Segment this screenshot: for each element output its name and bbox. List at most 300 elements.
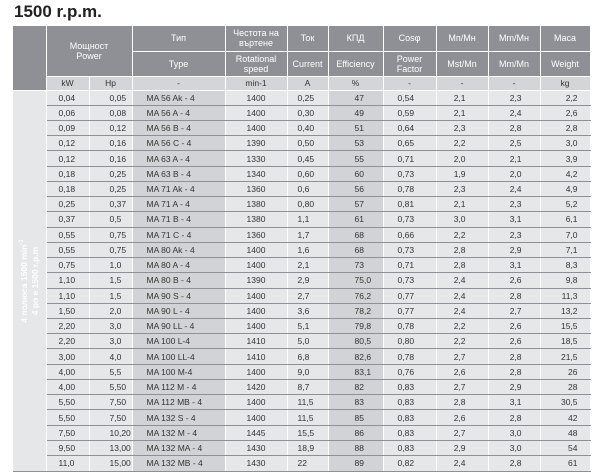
- table-cell: 2,6: [436, 364, 488, 379]
- table-cell: 1400: [225, 105, 287, 120]
- table-cell: MA 80 A - 4: [132, 258, 225, 273]
- table-cell: 30,5: [540, 395, 590, 410]
- table-cell: 3,0: [488, 440, 540, 455]
- table-cell: 13,2: [540, 303, 590, 318]
- table-row: [13, 90, 590, 105]
- table-cell: 0,37: [46, 212, 89, 227]
- table-cell: 2,6: [436, 410, 488, 425]
- table-cell: 7,50: [46, 425, 89, 440]
- table-row: [13, 151, 590, 166]
- table-row: [13, 136, 590, 151]
- table-cell: 2,2: [436, 136, 488, 151]
- table-cell: 1445: [225, 425, 287, 440]
- header-power: Мощност Power: [46, 26, 132, 76]
- table-cell: MA 56 A - 4: [132, 105, 225, 120]
- table-row: [13, 166, 590, 181]
- table-cell: 0,25: [46, 197, 89, 212]
- table-cell: 2,2: [436, 319, 488, 334]
- unit-weight: kg: [540, 76, 590, 90]
- table-cell: 0,05: [89, 90, 132, 105]
- table-cell: 1400: [225, 364, 287, 379]
- table-cell: 0,25: [89, 181, 132, 196]
- table-cell: 0,12: [46, 136, 89, 151]
- table-cell: 0,65: [383, 136, 436, 151]
- table-cell: 68: [328, 242, 383, 257]
- table-cell: 2,1: [436, 90, 488, 105]
- table-cell: 1430: [225, 440, 287, 455]
- table-cell: MA 100 L-4: [132, 334, 225, 349]
- table-cell: 8,3: [540, 258, 590, 273]
- table-cell: 0,09: [46, 120, 89, 135]
- table-cell: MA 90 S - 4: [132, 288, 225, 303]
- table-cell: 0,78: [383, 181, 436, 196]
- table-cell: 5,2: [540, 197, 590, 212]
- table-cell: 2,7: [436, 379, 488, 394]
- table-cell: 1330: [225, 151, 287, 166]
- table-cell: 56: [328, 181, 383, 196]
- table-cell: 2,3: [436, 120, 488, 135]
- table-cell: MA 56 Ak - 4: [132, 90, 225, 105]
- table-cell: 2,8: [436, 395, 488, 410]
- table-cell: 3,1: [488, 212, 540, 227]
- table-cell: 5,0: [287, 334, 328, 349]
- table-cell: 2,8: [488, 456, 540, 471]
- table-cell: 2,4: [436, 273, 488, 288]
- table-cell: 0,77: [383, 303, 436, 318]
- table-row: [13, 334, 590, 349]
- table-cell: 2,8: [488, 410, 540, 425]
- table-cell: 0,80: [383, 334, 436, 349]
- table-cell: 4,0: [89, 349, 132, 364]
- table-row: [13, 364, 590, 379]
- table-cell: 5,50: [46, 395, 89, 410]
- header-pf-bg: Cosφ: [383, 26, 436, 51]
- table-cell: 28: [540, 379, 590, 394]
- table-cell: 82,6: [328, 349, 383, 364]
- header-current-bg: Ток: [287, 26, 328, 51]
- table-cell: 88: [328, 440, 383, 455]
- table-cell: 11,3: [540, 288, 590, 303]
- table-cell: 2,9: [488, 379, 540, 394]
- table-cell: 0,55: [46, 227, 89, 242]
- table-row: [13, 197, 590, 212]
- table-cell: 2,3: [488, 90, 540, 105]
- table-cell: 68: [328, 227, 383, 242]
- table-cell: 0,18: [46, 166, 89, 181]
- unit-mm: -: [488, 76, 540, 90]
- side-label-sup: -1: [19, 238, 26, 245]
- table-cell: 0,37: [89, 197, 132, 212]
- table-cell: 6,8: [287, 349, 328, 364]
- table-cell: 2,2: [436, 227, 488, 242]
- table-cell: 1,10: [46, 288, 89, 303]
- table-cell: 0,59: [383, 105, 436, 120]
- table-row: [13, 319, 590, 334]
- header-weight-bg: Маса: [540, 26, 590, 51]
- table-cell: 2,8: [488, 120, 540, 135]
- table-cell: 3,6: [287, 303, 328, 318]
- table-cell: MA 63 B - 4: [132, 166, 225, 181]
- table-cell: 2,7: [488, 303, 540, 318]
- table-cell: 0,12: [89, 120, 132, 135]
- table-cell: 0,16: [89, 136, 132, 151]
- table-cell: 80,5: [328, 334, 383, 349]
- table-cell: 0,80: [287, 197, 328, 212]
- table-cell: 1380: [225, 197, 287, 212]
- table-cell: 0,06: [46, 105, 89, 120]
- table-cell: 0,60: [287, 166, 328, 181]
- table-cell: 1410: [225, 349, 287, 364]
- table-cell: 1,5: [89, 273, 132, 288]
- table-cell: 1400: [225, 258, 287, 273]
- table-cell: 61: [328, 212, 383, 227]
- table-cell: 2,4: [436, 288, 488, 303]
- table-cell: 2,8: [436, 242, 488, 257]
- table-cell: 47: [328, 90, 383, 105]
- table-cell: 13,00: [89, 440, 132, 455]
- header-pf-en: Power Factor: [383, 51, 436, 76]
- table-row: [13, 379, 590, 394]
- table-cell: 5,50: [46, 410, 89, 425]
- table-cell: 2,4: [436, 303, 488, 318]
- table-cell: 0,83: [383, 395, 436, 410]
- header-mm-bg: Мm/Мн: [488, 26, 540, 51]
- table-cell: 5,5: [89, 364, 132, 379]
- table-cell: 83: [328, 395, 383, 410]
- table-cell: 0,73: [383, 212, 436, 227]
- table-cell: 2,2: [436, 334, 488, 349]
- table-cell: 1400: [225, 395, 287, 410]
- table-cell: 2,9: [488, 242, 540, 257]
- table-row: [13, 258, 590, 273]
- table-cell: 2,8: [488, 349, 540, 364]
- table-cell: 9,50: [46, 440, 89, 455]
- table-row: [13, 303, 590, 318]
- table-cell: 1,50: [46, 303, 89, 318]
- table-cell: 51: [328, 120, 383, 135]
- table-cell: 9,8: [540, 273, 590, 288]
- table-cell: 2,6: [540, 105, 590, 120]
- table-cell: 7,0: [540, 227, 590, 242]
- table-cell: 2,6: [488, 319, 540, 334]
- table-cell: 11,5: [287, 395, 328, 410]
- table-row: [13, 212, 590, 227]
- table-cell: 2,4: [488, 105, 540, 120]
- table-cell: 3,0: [89, 319, 132, 334]
- table-cell: 18,9: [287, 440, 328, 455]
- table-cell: 73: [328, 258, 383, 273]
- table-cell: 0,40: [287, 120, 328, 135]
- table-cell: 18,5: [540, 334, 590, 349]
- table-cell: 1400: [225, 120, 287, 135]
- table-cell: 2,9: [436, 440, 488, 455]
- table-cell: 0,45: [287, 151, 328, 166]
- table-cell: 1,1: [287, 212, 328, 227]
- table-cell: 76,2: [328, 288, 383, 303]
- table-cell: 1,7: [287, 227, 328, 242]
- table-cell: 21,5: [540, 349, 590, 364]
- unit-type: -: [132, 76, 225, 90]
- table-cell: 49: [328, 105, 383, 120]
- table-cell: 55: [328, 151, 383, 166]
- table-cell: 89: [328, 456, 383, 471]
- table-cell: 2,20: [46, 319, 89, 334]
- table-cell: 1,10: [46, 273, 89, 288]
- table-cell: 0,54: [383, 90, 436, 105]
- motor-data-table: [13, 26, 591, 472]
- table-row: [13, 456, 590, 471]
- table-cell: 7,50: [89, 410, 132, 425]
- table-cell: 0,75: [46, 258, 89, 273]
- page-title: 1500 r.p.m.: [14, 2, 102, 21]
- table-cell: 2,20: [46, 334, 89, 349]
- table-row: [13, 227, 590, 242]
- table-row: [13, 395, 590, 410]
- table-cell: 0,30: [287, 105, 328, 120]
- unit-mst: -: [436, 76, 488, 90]
- table-cell: 4,9: [540, 181, 590, 196]
- table-cell: MA 80 Ak - 4: [132, 242, 225, 257]
- table-cell: MA 132 S - 4: [132, 410, 225, 425]
- table-cell: 22: [287, 456, 328, 471]
- table-cell: 3,0: [540, 136, 590, 151]
- header-weight-en: Weight: [540, 51, 590, 76]
- table-cell: 2,1: [436, 197, 488, 212]
- table-cell: 2,8: [488, 364, 540, 379]
- table-cell: MA 132 M - 4: [132, 425, 225, 440]
- table-cell: 3,9: [540, 151, 590, 166]
- table-cell: MA 112 M - 4: [132, 379, 225, 394]
- table-cell: 0,18: [46, 181, 89, 196]
- table-cell: 0,73: [383, 273, 436, 288]
- table-cell: 1380: [225, 212, 287, 227]
- table-cell: 1400: [225, 410, 287, 425]
- table-cell: 0,82: [383, 456, 436, 471]
- table-cell: 2,1: [436, 105, 488, 120]
- table-cell: 1410: [225, 334, 287, 349]
- table-cell: 1360: [225, 181, 287, 196]
- table-cell: 0,83: [383, 410, 436, 425]
- table-cell: 3,1: [488, 258, 540, 273]
- table-cell: 0,25: [89, 166, 132, 181]
- table-cell: 0,78: [383, 319, 436, 334]
- table-cell: 2,1: [287, 258, 328, 273]
- table-row: [13, 273, 590, 288]
- table-row: [13, 105, 590, 120]
- table-cell: 2,8: [436, 258, 488, 273]
- header-mst-bg: Мп/Мн: [436, 26, 488, 51]
- table-row: [13, 181, 590, 196]
- table-cell: 2,7: [436, 425, 488, 440]
- table-cell: 11,0: [46, 456, 89, 471]
- table-cell: MA 112 MB - 4: [132, 395, 225, 410]
- header-eff-en: Efficiency: [328, 51, 383, 76]
- table-cell: 15,5: [540, 319, 590, 334]
- table-cell: 0,66: [383, 227, 436, 242]
- table-cell: 48: [540, 425, 590, 440]
- table-cell: 4,2: [540, 166, 590, 181]
- table-cell: 54: [540, 440, 590, 455]
- table-cell: 82: [328, 379, 383, 394]
- table-cell: 0,75: [89, 242, 132, 257]
- table-cell: MA 80 B - 4: [132, 273, 225, 288]
- table-cell: 42: [540, 410, 590, 425]
- table-cell: 0,04: [46, 90, 89, 105]
- table-cell: 86: [328, 425, 383, 440]
- unit-current: A: [287, 76, 328, 90]
- table-row: [13, 349, 590, 364]
- table-cell: 0,83: [383, 440, 436, 455]
- table-cell: 15,5: [287, 425, 328, 440]
- table-cell: MA 132 MB - 4: [132, 456, 225, 471]
- table-cell: 1400: [225, 319, 287, 334]
- table-row: [13, 120, 590, 135]
- table-cell: 1360: [225, 227, 287, 242]
- table-cell: 0,73: [383, 242, 436, 257]
- table-cell: 2,0: [436, 151, 488, 166]
- table-cell: 2,3: [488, 197, 540, 212]
- table-row: [13, 440, 590, 455]
- table-cell: 3,0: [89, 334, 132, 349]
- table-cell: 0,55: [46, 242, 89, 257]
- table-cell: MA 56 B - 4: [132, 120, 225, 135]
- table-cell: 0,83: [383, 379, 436, 394]
- table-cell: 0,12: [46, 151, 89, 166]
- unit-efficiency: %: [328, 76, 383, 90]
- table-cell: 1,5: [89, 288, 132, 303]
- table-cell: 2,9: [287, 273, 328, 288]
- table-cell: 1,6: [287, 242, 328, 257]
- header-corner: [13, 26, 46, 90]
- table-cell: 1400: [225, 242, 287, 257]
- table-cell: MA 56 C - 4: [132, 136, 225, 151]
- table-cell: 0,25: [287, 90, 328, 105]
- table-cell: 0,50: [287, 136, 328, 151]
- table-cell: 0,71: [383, 258, 436, 273]
- table-cell: 4,00: [46, 379, 89, 394]
- table-cell: 7,50: [89, 395, 132, 410]
- table-cell: 2,0: [89, 303, 132, 318]
- table-cell: 3,0: [436, 212, 488, 227]
- table-cell: 6,1: [540, 212, 590, 227]
- table-cell: 1400: [225, 303, 287, 318]
- table-cell: 79,8: [328, 319, 383, 334]
- table-cell: 60: [328, 166, 383, 181]
- table-cell: 15,00: [89, 456, 132, 471]
- table-cell: 3,0: [488, 425, 540, 440]
- table-cell: 1390: [225, 273, 287, 288]
- table-cell: 2,7: [287, 288, 328, 303]
- header-speed-bg: Честота на въртене: [225, 26, 287, 51]
- table-cell: 0,73: [383, 166, 436, 181]
- table-cell: 2,8: [540, 120, 590, 135]
- table-row: [13, 288, 590, 303]
- table-cell: MA 71 A - 4: [132, 197, 225, 212]
- table-cell: 1400: [225, 288, 287, 303]
- table-cell: 2,4: [436, 456, 488, 471]
- side-label: [13, 90, 46, 471]
- table-cell: 10,20: [89, 425, 132, 440]
- table-cell: 7,1: [540, 242, 590, 257]
- table-cell: 0,78: [383, 349, 436, 364]
- table-cell: 0,83: [383, 425, 436, 440]
- table-cell: 0,64: [383, 120, 436, 135]
- table-cell: 0,71: [383, 151, 436, 166]
- side-label-line1: 4 полюса 1500 min: [19, 244, 30, 323]
- header-type-bg: Тип: [132, 26, 225, 51]
- table-row: [13, 425, 590, 440]
- table-cell: MA 63 A - 4: [132, 151, 225, 166]
- unit-kw: kW: [46, 76, 89, 90]
- header-mm-en: Mm/Mn: [488, 51, 540, 76]
- unit-power-factor: -: [383, 76, 436, 90]
- table-row: [13, 242, 590, 257]
- table-cell: 26: [540, 364, 590, 379]
- table-cell: 83,1: [328, 364, 383, 379]
- table-cell: MA 132 MA - 4: [132, 440, 225, 455]
- table-cell: 0,76: [383, 364, 436, 379]
- table-cell: 5,50: [89, 379, 132, 394]
- table-cell: 2,7: [436, 349, 488, 364]
- table-cell: 1340: [225, 166, 287, 181]
- table-cell: 2,1: [488, 151, 540, 166]
- table-cell: 3,1: [488, 395, 540, 410]
- table-cell: 0,16: [89, 151, 132, 166]
- table-cell: 57: [328, 197, 383, 212]
- table-cell: 3,00: [46, 349, 89, 364]
- table-cell: 4,00: [46, 364, 89, 379]
- table-row: [13, 410, 590, 425]
- table-cell: 2,6: [488, 273, 540, 288]
- header-eff-bg: КПД: [328, 26, 383, 51]
- table-cell: 0,5: [89, 212, 132, 227]
- table-cell: 2,8: [488, 288, 540, 303]
- side-label-line2: 4 po e 1500 r.p.m: [30, 246, 41, 315]
- table-cell: MA 90 LL - 4: [132, 319, 225, 334]
- table-cell: 5,1: [287, 319, 328, 334]
- table-cell: MA 71 C - 4: [132, 227, 225, 242]
- table-cell: 2,5: [488, 136, 540, 151]
- table-cell: MA 71 Ak - 4: [132, 181, 225, 196]
- table-cell: 85: [328, 410, 383, 425]
- table-cell: 8,7: [287, 379, 328, 394]
- table-cell: 2,6: [488, 334, 540, 349]
- table-cell: 78,2: [328, 303, 383, 318]
- header-type-en: Type: [132, 51, 225, 76]
- table-cell: 0,6: [287, 181, 328, 196]
- table-cell: 1420: [225, 379, 287, 394]
- table-cell: 0,81: [383, 197, 436, 212]
- table-cell: MA 90 L - 4: [132, 303, 225, 318]
- table-cell: 0,77: [383, 288, 436, 303]
- table-cell: 9,0: [287, 364, 328, 379]
- table-cell: 2,4: [488, 181, 540, 196]
- table-cell: MA 100 M-4: [132, 364, 225, 379]
- table-cell: 2,0: [488, 166, 540, 181]
- unit-hp: Hp: [89, 76, 132, 90]
- table-cell: 53: [328, 136, 383, 151]
- header-current-en: Current: [287, 51, 328, 76]
- table-cell: 1,0: [89, 258, 132, 273]
- header-speed-en: Rotational speed: [225, 51, 287, 76]
- table-cell: 2,2: [540, 90, 590, 105]
- header-mst-en: Mst/Mn: [436, 51, 488, 76]
- table-cell: 1400: [225, 90, 287, 105]
- table-cell: 11,5: [287, 410, 328, 425]
- table-cell: 0,75: [89, 227, 132, 242]
- table-cell: 1430: [225, 456, 287, 471]
- table-cell: 0,08: [89, 105, 132, 120]
